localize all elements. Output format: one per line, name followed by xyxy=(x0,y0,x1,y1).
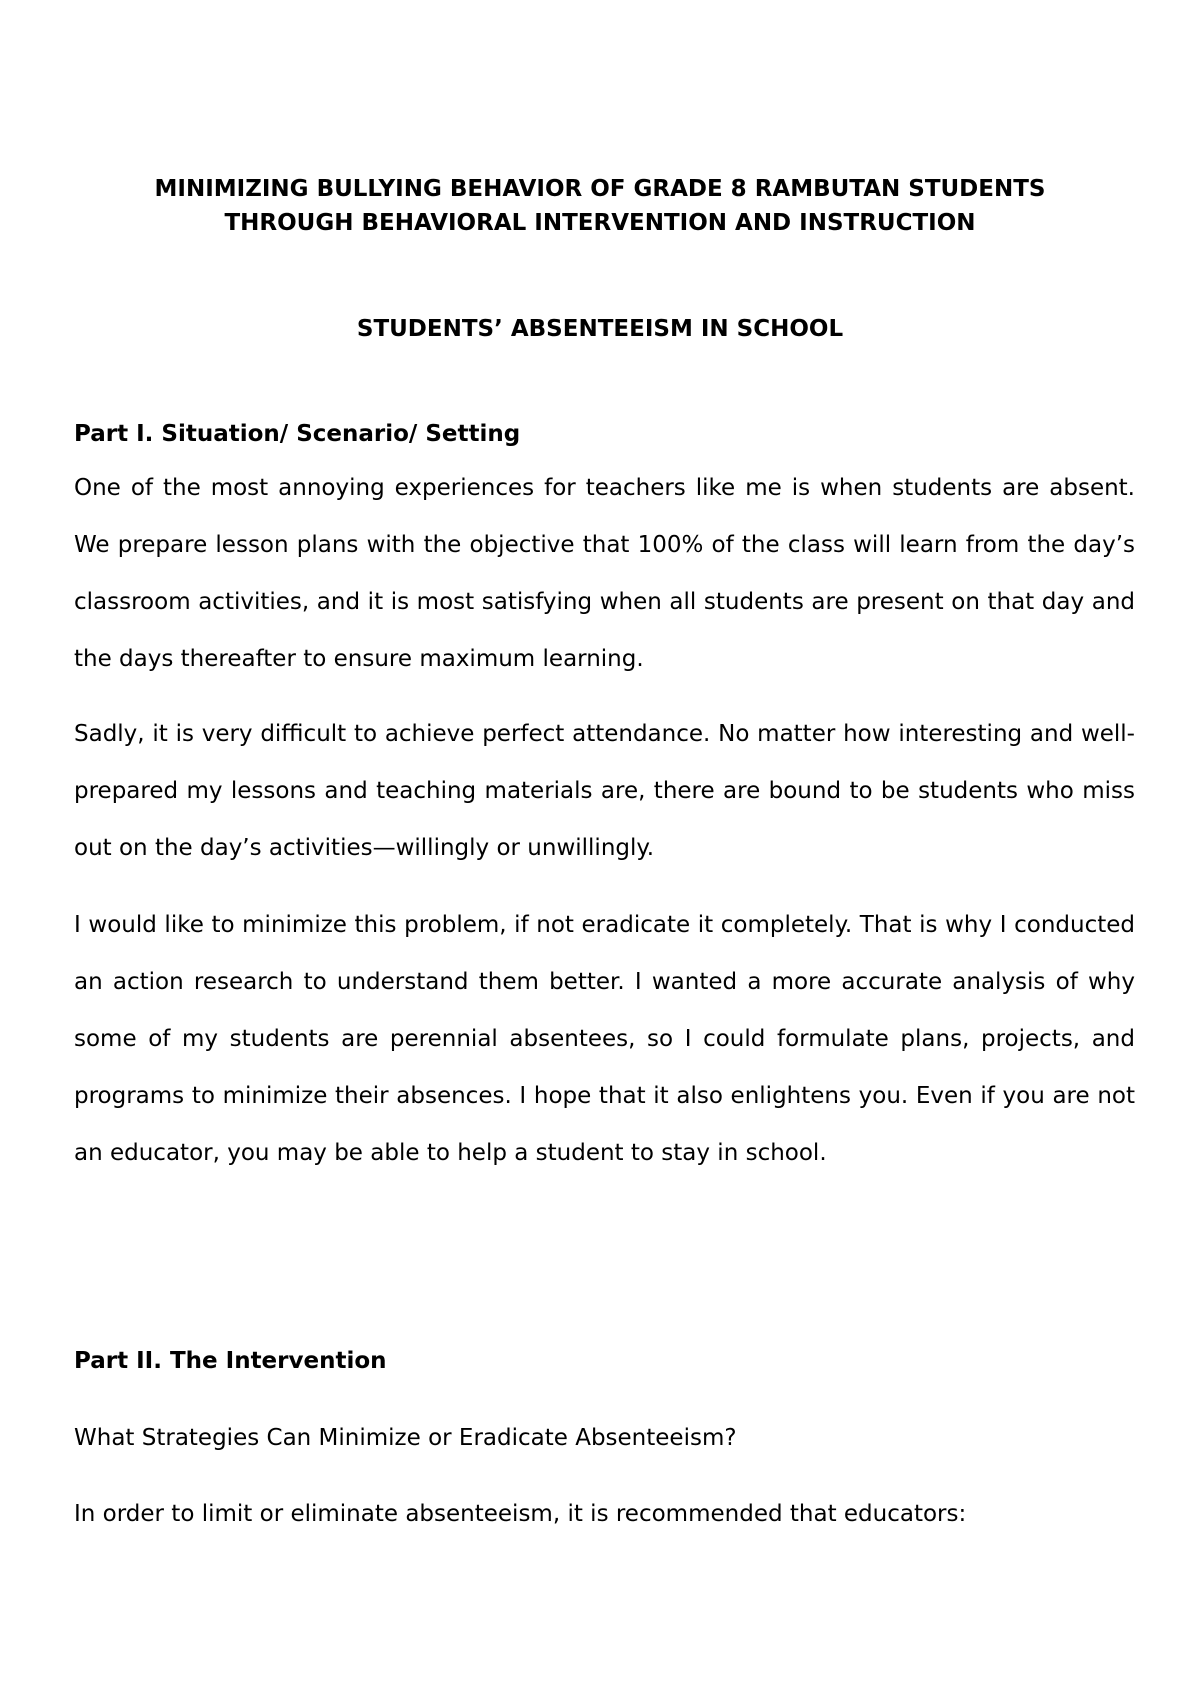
part2-intro: In order to limit or eliminate absenteeism, it is recommended that educators: xyxy=(74,1501,967,1527)
part1-paragraph-1: One of the most annoying experiences for teachers like me is when students are absent. We prepare lesson plans with the objective that 100% of the class will learn from the day’s classroom activities, and it is most satisfying when all students are present on that day and the days thereafter to ensure maximum learning. xyxy=(74,475,1135,672)
title-line-2: THROUGH BEHAVIORAL INTERVENTION AND INSTRUCTION xyxy=(224,210,976,236)
title-line-1: MINIMIZING BULLYING BEHAVIOR OF GRADE 8 RAMBUTAN STUDENTS xyxy=(154,176,1046,202)
part2-question: What Strategies Can Minimize or Eradicate Absenteeism? xyxy=(74,1425,737,1451)
document-subtitle: STUDENTS’ ABSENTEEISM IN SCHOOL xyxy=(356,316,844,342)
document-title xyxy=(0,172,1200,240)
part2-heading: Part II. The Intervention xyxy=(74,1348,387,1374)
part1-paragraph-3: I would like to minimize this problem, if not eradicate it completely. That is why I conducted an action research to understand them better. I wanted a more accurate analysis of why some of my students are perennial absentees, so I could formulate plans, projects, and programs to minimize their absences. I hope that it also enlightens you. Even if you are not an educator, you may be able to help a student to stay in school. xyxy=(74,912,1135,1166)
part1-heading: Part I. Situation/ Scenario/ Setting xyxy=(74,421,521,447)
part1-paragraph-2: Sadly, it is very difficult to achieve perfect attendance. No matter how interesting and well-prepared my lessons and teaching materials are, there are bound to be students who miss out on the day’s activities—willingly or unwillingly. xyxy=(74,721,1135,861)
